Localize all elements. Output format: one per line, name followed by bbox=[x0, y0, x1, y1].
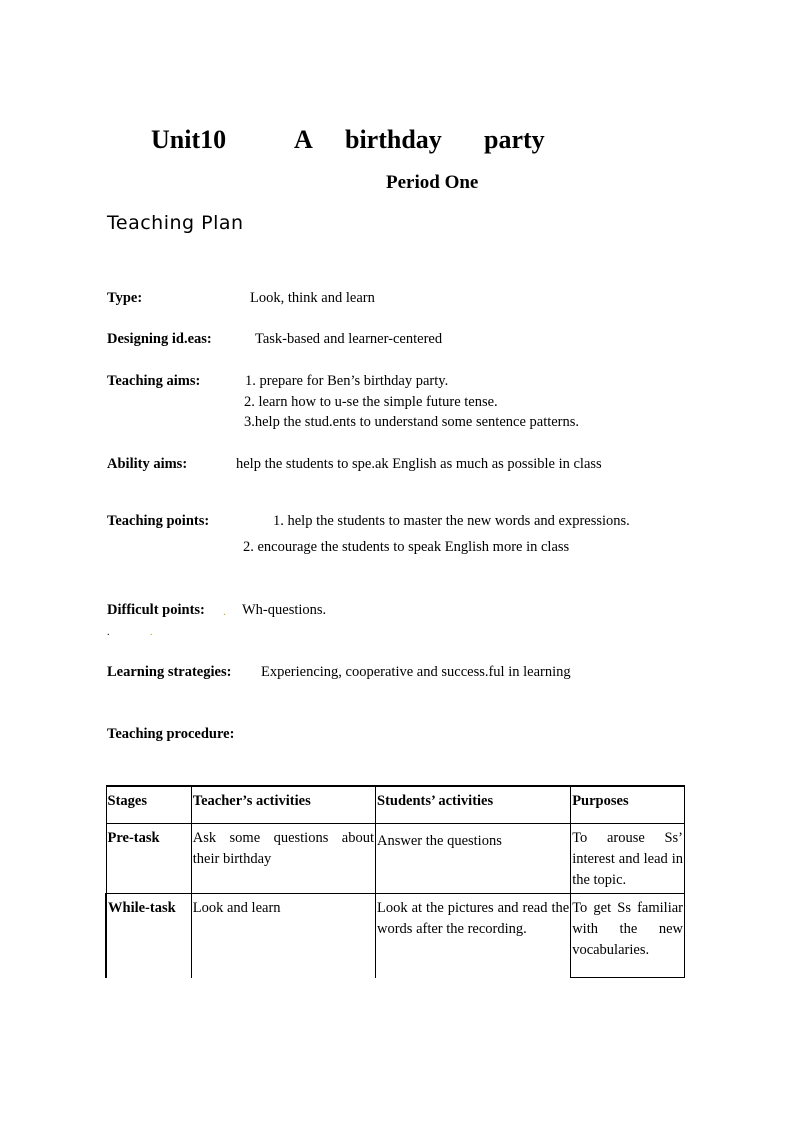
teaching-procedure-label: Teaching procedure: bbox=[107, 726, 235, 742]
teacher-activity-cell: Look and learn bbox=[191, 894, 375, 978]
teaching-point-item: 2. encourage the students to speak English more in class bbox=[243, 539, 570, 555]
teaching-aim-item: 1. prepare for Ben’s birthday party. bbox=[245, 373, 449, 389]
header-stages: Stages bbox=[106, 786, 191, 824]
yellow-dot-mark: . bbox=[223, 604, 226, 618]
table-header-row bbox=[106, 786, 685, 824]
table-row bbox=[106, 894, 685, 978]
learning-strategies-label: Learning strategies: bbox=[107, 664, 232, 680]
title-unit: Unit10 bbox=[151, 125, 227, 154]
teaching-aim-item: 2. learn how to u-se the simple future tense. bbox=[244, 394, 498, 410]
header-purposes: Purposes bbox=[571, 786, 685, 824]
type-label: Type: bbox=[107, 290, 143, 306]
period-subtitle: Period One bbox=[386, 172, 479, 193]
table-row bbox=[106, 824, 685, 894]
difficult-points-value: Wh-questions. bbox=[242, 602, 327, 618]
student-activity-cell: Answer the questions bbox=[376, 824, 571, 894]
teaching-plan-heading: Teaching Plan bbox=[107, 212, 244, 234]
procedure-table bbox=[105, 785, 685, 978]
teaching-point-item: 1. help the students to master the new words and expressions. bbox=[273, 513, 630, 529]
stage-cell: While-task bbox=[106, 894, 191, 978]
stage-cell: Pre-task bbox=[106, 824, 191, 894]
teaching-aim-item: 3.help the stud.ents to understand some sentence patterns. bbox=[244, 414, 580, 430]
designing-ideas-value: Task-based and learner-centered bbox=[255, 331, 443, 347]
purpose-cell: To get Ss familiar with the new vocabularies. bbox=[571, 894, 685, 978]
header-students-activities: Students’ activities bbox=[376, 786, 571, 824]
purpose-cell: To arouse Ss’ interest and lead in the topic. bbox=[571, 824, 685, 894]
title-word-birthday: birthday bbox=[345, 125, 442, 154]
teacher-activity-cell: Ask some questions about their birthday bbox=[191, 824, 375, 894]
ability-aims-label: Ability aims: bbox=[107, 456, 188, 472]
title-word-party: party bbox=[484, 125, 545, 154]
learning-strategies-value: Experiencing, cooperative and success.ful in learning bbox=[261, 664, 571, 680]
student-activity-cell: Look at the pictures and read the words after the recording. bbox=[376, 894, 571, 978]
teaching-points-label: Teaching points: bbox=[107, 513, 210, 529]
yellow-dot-mark: . bbox=[150, 627, 153, 638]
teaching-aims-label: Teaching aims: bbox=[107, 373, 201, 389]
ability-aims-value: help the students to spe.ak English as much as possible in class bbox=[236, 456, 602, 472]
stray-dot-mark: . bbox=[107, 627, 110, 638]
type-value: Look, think and learn bbox=[250, 290, 375, 306]
designing-ideas-label: Designing id.eas: bbox=[107, 331, 212, 347]
difficult-points-label: Difficult points: bbox=[107, 602, 205, 618]
title-word-a: A bbox=[294, 125, 313, 154]
header-teacher-activities: Teacher’s activities bbox=[191, 786, 375, 824]
